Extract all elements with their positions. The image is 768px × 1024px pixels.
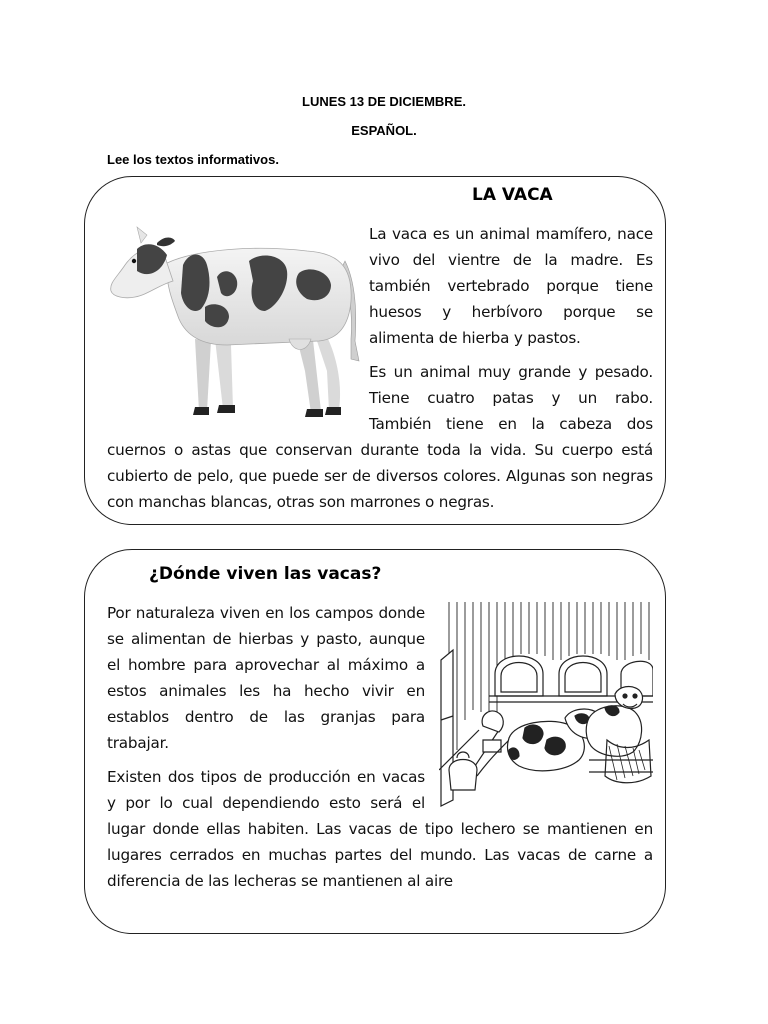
card-title: ¿Dónde viven las vacas? [149, 564, 382, 584]
document-date: LUNES 13 DE DICIEMBRE. [302, 94, 466, 109]
document-subject: ESPAÑOL. [351, 123, 417, 138]
card-body [107, 600, 653, 902]
instruction-text: Lee los textos informativos. [107, 152, 279, 167]
card-body [107, 221, 653, 523]
cow-illustration [107, 221, 369, 435]
card-paragraph: La vaca es un animal mamífero, nace vivo del vientre de la madre. Es también vertebrado porque tiene huesos y herbívoro porque se alimenta de hierba y pastos. [369, 225, 653, 347]
info-card-la-vaca [84, 176, 666, 525]
card-paragraph: Es un animal muy grande y pesado. Tiene cuatro patas y un rabo. También tiene en la cabeza dos cuernos o astas que conservan durante toda la vida. Su cuerpo está cubierto de pelo, que puede ser de diversos colores. Algunas son negras con manchas blancas, otras son marrones o negras. [107, 363, 653, 511]
barn-cows-illustration [439, 600, 653, 812]
card-paragraph: Existen dos tipos de producción en vacas y por lo cual dependiendo esto será el lugar donde ellas habiten. Las vacas de tipo lechero se mantienen en lugares cerrados en muchas partes del mundo. Las vacas de carne a diferencia de las lecheras se mantienen al aire [107, 768, 653, 890]
info-card-donde-viven [84, 549, 666, 934]
card-title: LA VACA [472, 185, 553, 205]
card-paragraph: Por naturaleza viven en los campos donde se alimentan de hierbas y pasto, aunque el hombre para aprovechar al máximo a estos animales les ha hecho vivir en establos dentro de las granjas para trabajar. [107, 604, 425, 752]
